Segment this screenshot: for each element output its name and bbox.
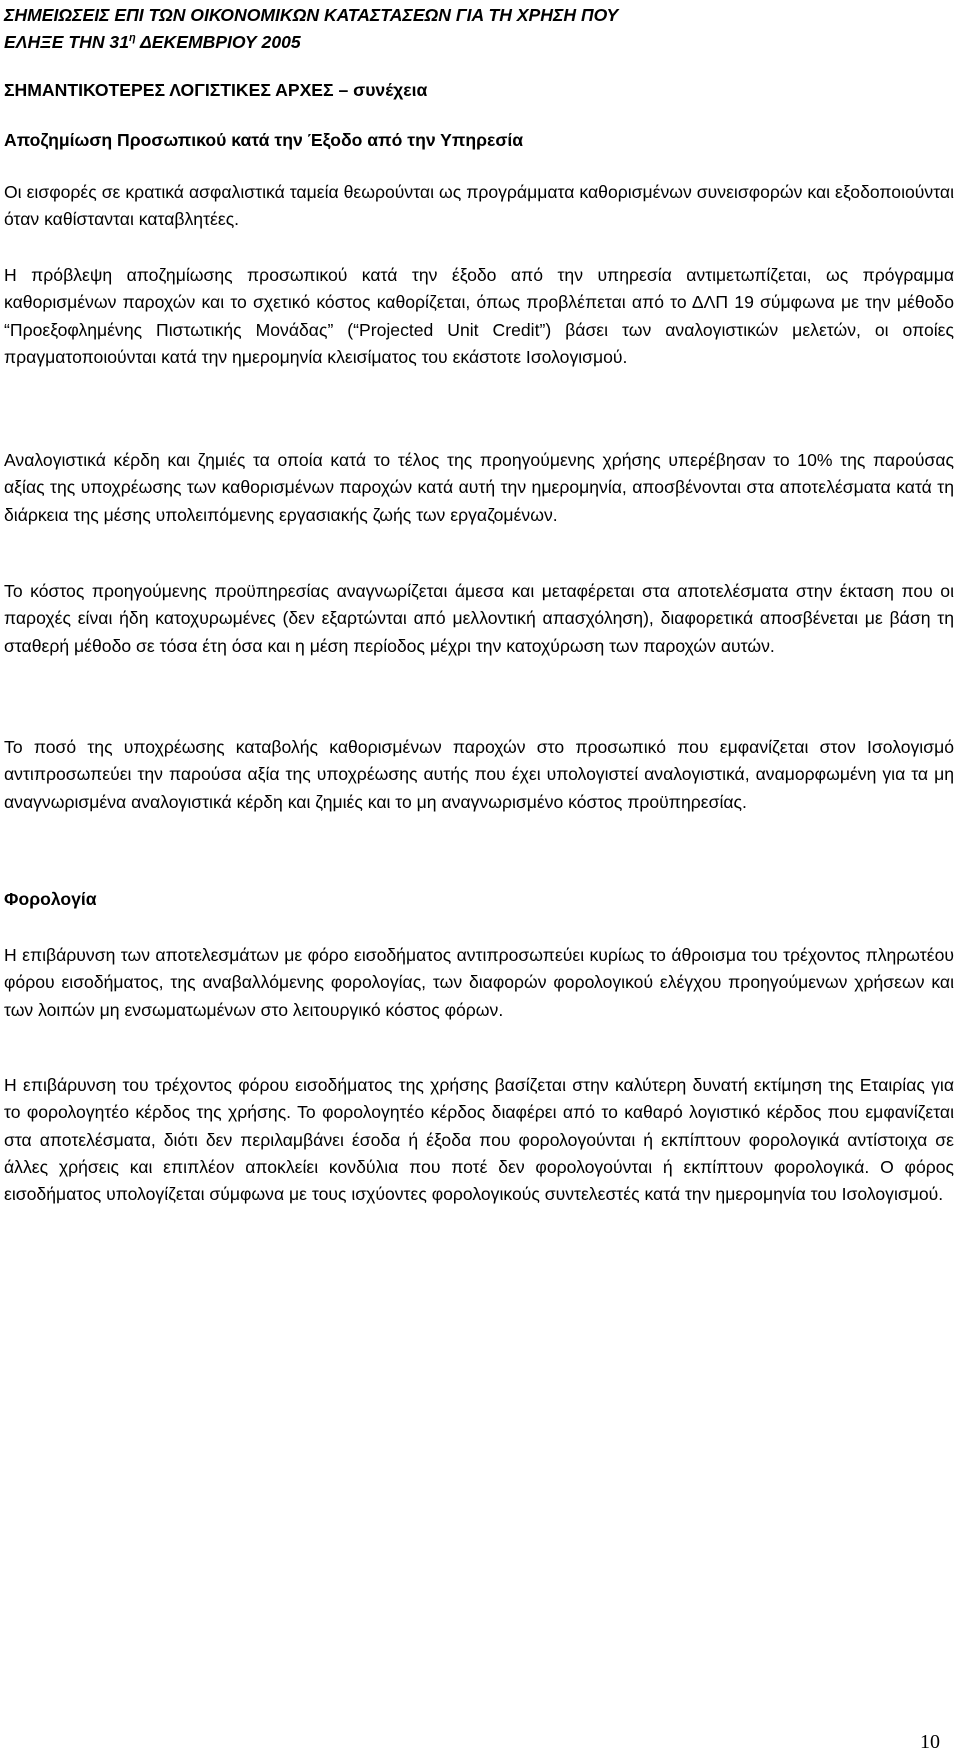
- header-line-1: ΣΗΜΕΙΩΣΕΙΣ ΕΠΙ ΤΩΝ ΟΙΚΟΝΟΜΙΚΩΝ ΚΑΤΑΣΤΑΣΕΩΝ ΓΙΑ ΤΗ ΧΡΗΣΗ ΠΟΥ: [4, 5, 619, 25]
- document-header: [4, 2, 954, 57]
- compensation-paragraph-2: Η πρόβλεψη αποζημίωσης προσωπικού κατά την έξοδο από την υπηρεσία αντιμετωπίζεται, ως πρόγραμμα καθορισμένων παροχών και το σχετικό κόστος καθορίζεται, όπως προβλέπεται από το ΔΛΠ 19 σύμφωνα με την μέθοδο “Προεξοφλημένης Πιστωτικής Μονάδας” (“Projected Unit Credit”) βάσει των αναλογιστικών μελετών, οι οποίες πραγματοποιούνται κατά την ημερομηνία κλεισίματος του εκάστοτε Ισολογισμού.: [4, 265, 954, 367]
- header-line-2-post: ΔΕΚΕΜΒΡΙΟΥ 2005: [135, 32, 301, 53]
- compensation-paragraph-3: Αναλογιστικά κέρδη και ζημιές τα οποία κατά το τέλος της προηγούμενης χρήσης υπερέβησαν το 10% της παρούσας αξίας της υποχρέωσης των καθορισμένων παροχών κατά αυτή την ημερομηνία, αποσβένονται στα αποτελέσματα κατά τη διάρκεια της μέσης υπολειπόμενης εργασιακής ζωής των εργαζομένων.: [4, 450, 954, 525]
- page-number: 10: [920, 1731, 940, 1753]
- header-line-2-pre: ΕΛΗΞΕ ΤΗΝ 31: [4, 32, 129, 53]
- compensation-paragraph-5: Το ποσό της υποχρέωσης καταβολής καθορισμένων παροχών στο προσωπικό που εμφανίζεται στον Ισολογισμό αντιπροσωπεύει την παρούσα αξία της υποχρέωσης αυτής που έχει υπολογιστεί αναλογιστικά, αναμορφωμένη για τα μη αναγνωρισμένα αναλογιστικά κέρδη και ζημιές και το μη αναγνωρισμένο κόστος προϋπηρεσίας.: [4, 737, 954, 812]
- compensation-heading: Αποζημίωση Προσωπικού κατά την Έξοδο από την Υπηρεσία: [4, 130, 524, 150]
- compensation-paragraph-4: Το κόστος προηγούμενης προϋπηρεσίας αναγνωρίζεται άμεσα και μεταφέρεται στα αποτελέσματα στην έκταση που οι παροχές είναι ήδη κατοχυρωμένες (δεν εξαρτώνται από μελλοντική απασχόληση), διαφορετικά αποσβένεται με βάση τη σταθερή μέθοδο σε τόσα έτη όσα και η μέση περίοδος μέχρι την κατοχύρωση των παροχών αυτών.: [4, 581, 954, 656]
- header-ordinal-superscript: η: [128, 32, 136, 45]
- tax-paragraph-2: Η επιβάρυνση του τρέχοντος φόρου εισοδήματος της χρήσης βασίζεται στην καλύτερη δυνατή εκτίμηση της Εταιρίας για το φορολογητέο κέρδος της χρήσης. Το φορολογητέο κέρδος διαφέρει από το καθαρό λογιστικό κέρδος που εμφανίζεται στα αποτελέσματα, διότι δεν περιλαμβάνει έσοδα ή έξοδα που φορολογούνται ή εκπίπτουν φορολογικά αντίστοιχα σε άλλες χρήσεις και επιπλέον αποκλείει κονδύλια που ποτέ δεν φορολογούνται ή εκπίπτουν φορολογικά. Ο φόρος εισοδήματος υπολογίζεται σύμφωνα με τους ισχύοντες φορολογικούς συντελεστές κατά την ημερομηνία του Ισολογισμού.: [4, 1075, 954, 1205]
- compensation-paragraph-1: Οι εισφορές σε κρατικά ασφαλιστικά ταμεία θεωρούνται ως προγράμματα καθορισμένων συνεισφορών και εξοδοποιούνται όταν καθίστανται καταβλητέες.: [4, 182, 954, 230]
- tax-paragraph-1: Η επιβάρυνση των αποτελεσμάτων με φόρο εισοδήματος αντιπροσωπεύει κυρίως το άθροισμα του τρέχοντος πληρωτέου φόρου εισοδήματος, της αναβαλλόμενης φορολογίας, των διαφορών φορολογικού ελέγχου προηγούμενων χρήσεων και των λοιπών μη ενσωματωμένων στο λειτουργικό κόστος φόρων.: [4, 945, 954, 1020]
- section-title: ΣΗΜΑΝΤΙΚΟΤΕΡΕΣ ΛΟΓΙΣΤΙΚΕΣ ΑΡΧΕΣ – συνέχεια: [4, 80, 428, 100]
- tax-heading: Φορολογία: [4, 889, 97, 909]
